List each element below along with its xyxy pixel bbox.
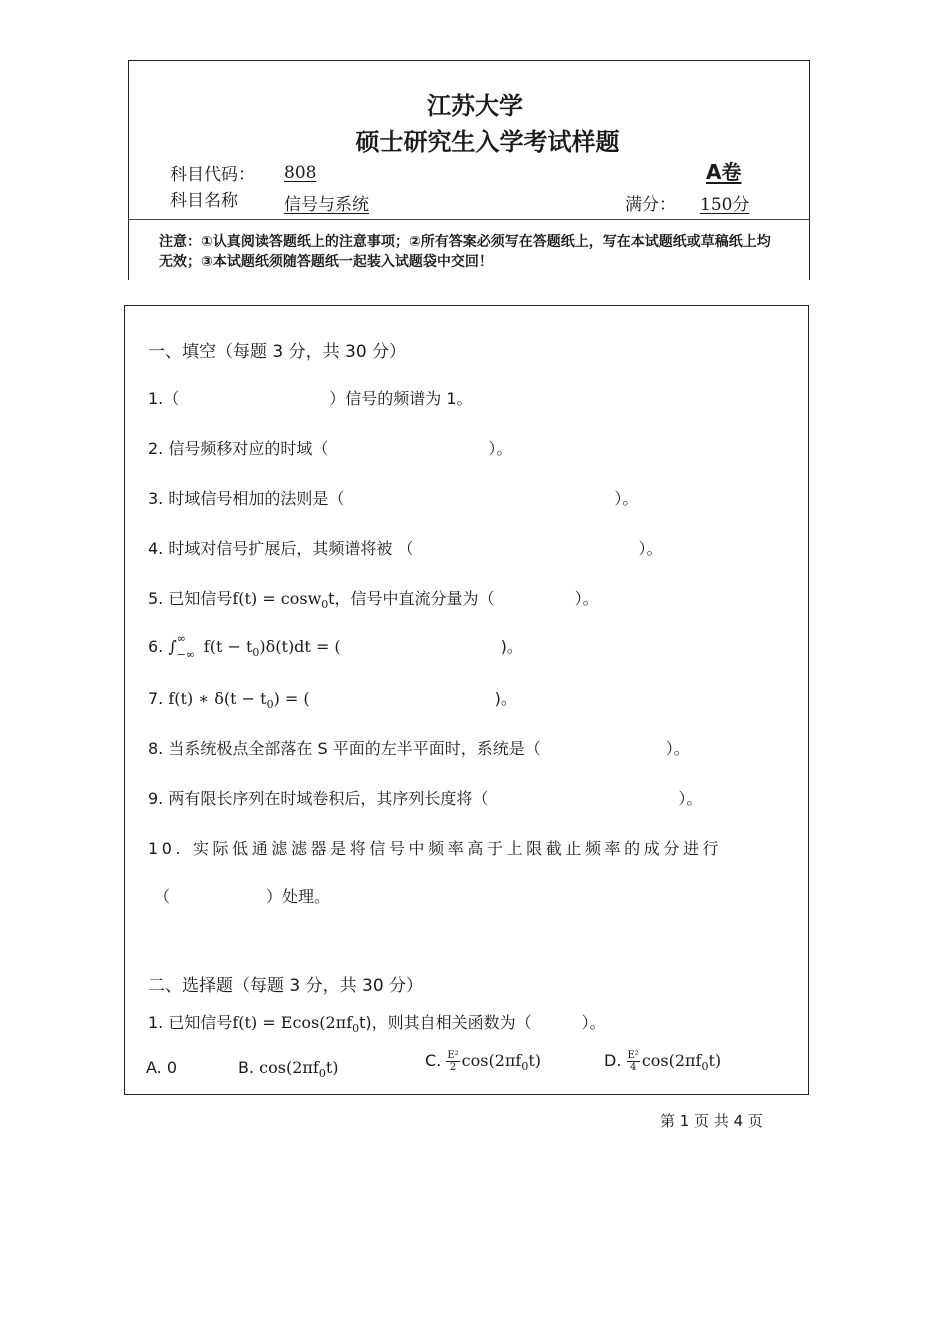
section2-title: 二、选择题（每题 3 分，共 30 分） (148, 976, 424, 996)
full-score: 150分 (700, 195, 750, 215)
university-name: 江苏大学 (427, 92, 523, 120)
integral-sign: ∫ (168, 637, 177, 656)
fraction: $\frac{\text{E²}}{2}$ (447, 1050, 459, 1073)
s2-question-1: 1. 已知信号$f(t) = Ecos(2\pi f_0t)$，则其自相关函数为（ ）。 (148, 1013, 606, 1036)
s1-question-6: 6. ∫ ∞ −∞ $f(t - t_0)\delta(t)dt$ = ( )。 (148, 632, 523, 661)
q-number: 4. (148, 539, 164, 558)
exam-title: 硕士研究生入学考试样题 (355, 128, 620, 156)
option-c: C. $\frac{\text{E²}}{2}$ $\cos(2\pi f_0t)$ (425, 1050, 542, 1074)
s1-question-10: 10. 实际低通滤滤器是将信号中频率高于上限截止频率的成分进行 (148, 839, 723, 858)
subject-name-label: 科目名称 (170, 191, 238, 211)
s1-question-1: 1.（ ）信号的频谱为 1。 (148, 389, 473, 408)
s1-question-2: 2. 信号频移对应的时域（ ）。 (148, 439, 513, 458)
s1-question-9: 9. 两有限长序列在时域卷积后，其序列长度将（ ）。 (148, 789, 703, 808)
q-number: 10. (148, 839, 185, 858)
notice-frame (128, 220, 810, 280)
q-number: 3. (148, 489, 164, 508)
q-number: 9. (148, 789, 164, 808)
q-number: 5. (148, 589, 164, 608)
q-number: 8. (148, 739, 164, 758)
exam-volume: A卷 (706, 160, 742, 184)
q-number: 1. (148, 1013, 164, 1032)
option-d: D. $\frac{\text{E²}}{4}$ $\cos(2\pi f_0t)$ (604, 1050, 722, 1074)
subject-code: 808 (284, 163, 317, 183)
fraction: $\frac{\text{E²}}{4}$ (627, 1050, 639, 1073)
s1-question-3: 3. 时域信号相加的法则是（ ）。 (148, 489, 639, 508)
q-number: 6. (148, 637, 164, 656)
notice-text: 注意：①认真阅读答题纸上的注意事项；②所有答案必须写在答题纸上，写在本试题纸或草稿纸上均无效；③本试题纸须随答题纸一起装入试题袋中交回！ (159, 234, 771, 270)
q-number: 2. (148, 439, 164, 458)
s1-question-10-cont: （ ）处理。 (154, 887, 331, 906)
s1-question-8: 8. 当系统极点全部落在 S 平面的左半平面时，系统是（ ）。 (148, 739, 690, 758)
full-score-label: 满分： (625, 195, 676, 215)
q-number: 7. (148, 689, 164, 708)
q-number: 1. (148, 389, 164, 408)
option-a: A. 0 (146, 1058, 178, 1077)
s1-question-5: 5. 已知信号f(t) = cosw$_0$t，信号中直流分量为（ ）。 (148, 589, 599, 612)
s1-question-7: 7. f(t) ∗ $\delta(t - t_0)$ = ( )。 (148, 689, 517, 712)
s1-question-4: 4. 时域对信号扩展后，其频谱将被 （ ）。 (148, 539, 663, 558)
section1-title: 一、填空（每题 3 分，共 30 分） (148, 342, 407, 362)
option-b: B. $\cos(2\pi f_0t)$ (238, 1058, 339, 1081)
subject-name: 信号与系统 (284, 195, 369, 215)
page-number: 第 1 页 共 4 页 (660, 1112, 763, 1130)
subject-code-label: 科目代码： (170, 165, 255, 185)
